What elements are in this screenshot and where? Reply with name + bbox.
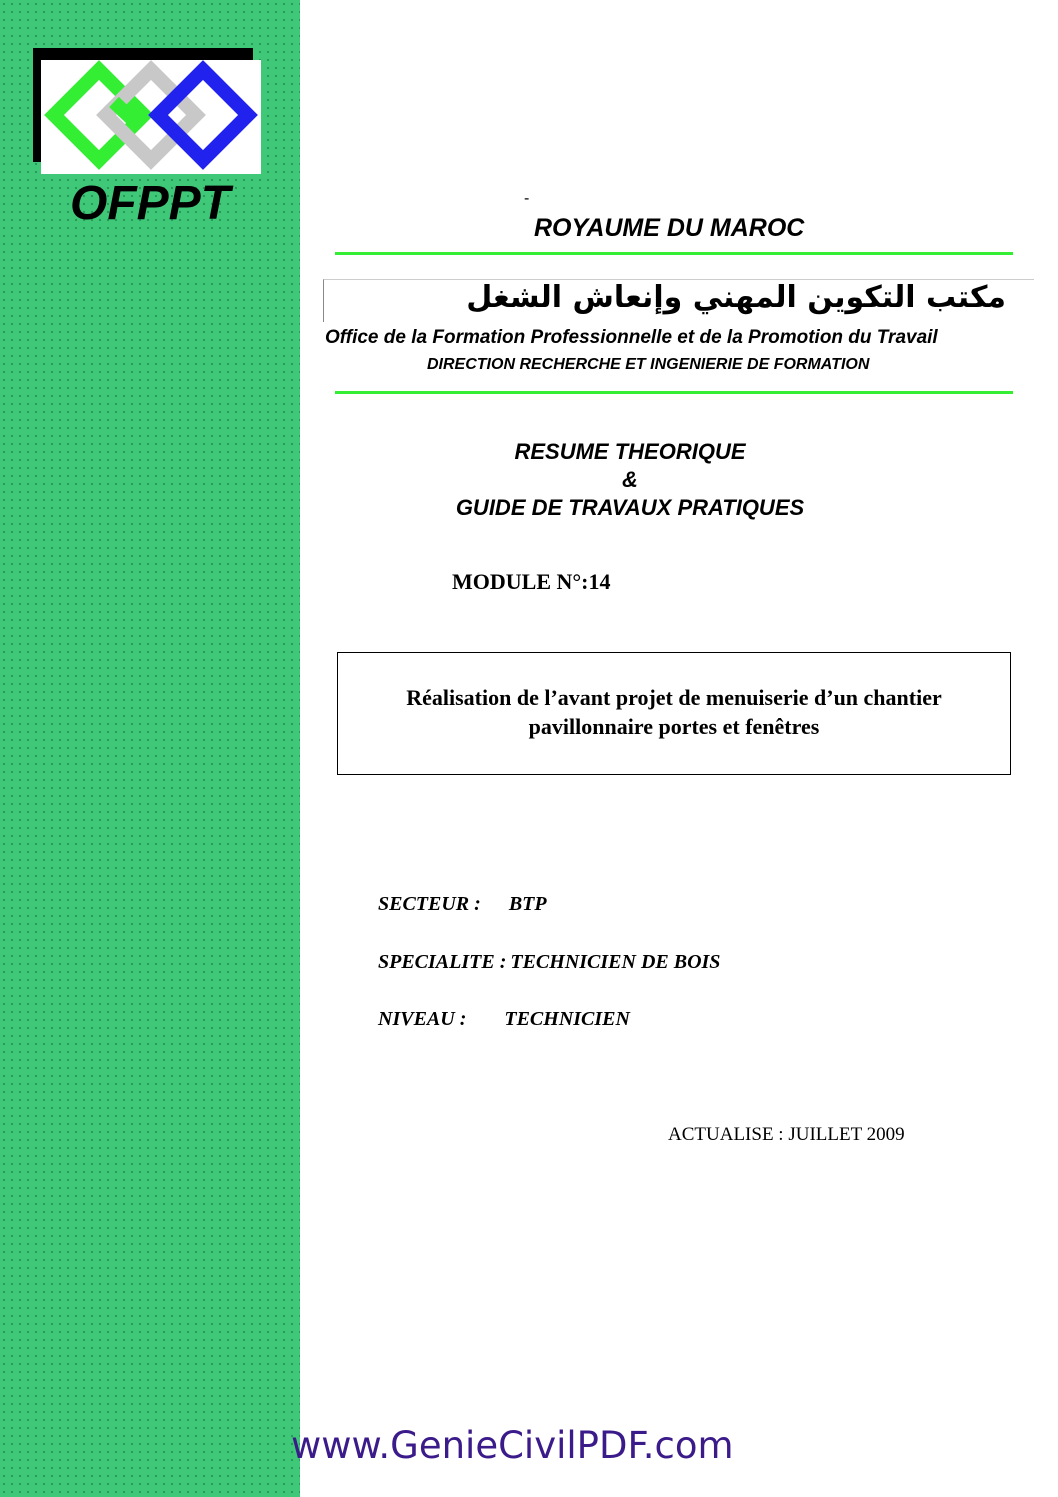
direction-name: DIRECTION RECHERCHE ET INGENIERIE DE FORMATION xyxy=(427,356,870,373)
ofppt-logo xyxy=(33,48,261,174)
sidebar xyxy=(0,0,300,1497)
module-title-line-1: Réalisation de l’avant projet de menuiserie d’un chantier xyxy=(406,685,942,710)
module-title-box xyxy=(337,652,1011,775)
document-title xyxy=(330,438,930,522)
arabic-banner xyxy=(323,279,1034,322)
niveau-row xyxy=(378,1008,630,1031)
module-title xyxy=(338,683,1010,741)
secteur-value: BTP xyxy=(508,893,547,915)
niveau-label: NIVEAU : xyxy=(378,1008,467,1030)
header-rule-top xyxy=(335,252,1013,255)
kingdom-title: ROYAUME DU MAROC xyxy=(534,214,805,242)
arabic-office-name: مكتب التكوين المهني وإنعاش الشغل xyxy=(466,280,1006,315)
title-line-3: GUIDE DE TRAVAUX PRATIQUES xyxy=(455,495,805,520)
secteur-row xyxy=(378,893,547,916)
logo-diamonds-icon xyxy=(41,60,261,174)
specialite-row xyxy=(378,951,720,974)
module-title-line-2: pavillonnaire portes et fenêtres xyxy=(528,714,820,739)
specialite-label: SPECIALITE : xyxy=(378,951,507,973)
header-rule-bottom xyxy=(335,391,1013,394)
niveau-value: TECHNICIEN xyxy=(504,1008,630,1030)
specialite-value: TECHNICIEN DE BOIS xyxy=(510,951,721,973)
title-line-2: & xyxy=(622,467,638,492)
secteur-label: SECTEUR : xyxy=(378,893,481,915)
website-link[interactable]: www.GenieCivilPDF.com xyxy=(291,1424,734,1467)
title-line-1: RESUME THEORIQUE xyxy=(514,439,746,464)
office-name: Office de la Formation Professionnelle et de la Promotion du Travail xyxy=(325,327,938,348)
header-dash: - xyxy=(524,190,530,207)
module-number: MODULE N°:14 xyxy=(452,569,611,594)
brand-name: OFPPT xyxy=(70,177,231,230)
update-date: ACTUALISE : JUILLET 2009 xyxy=(668,1124,905,1145)
